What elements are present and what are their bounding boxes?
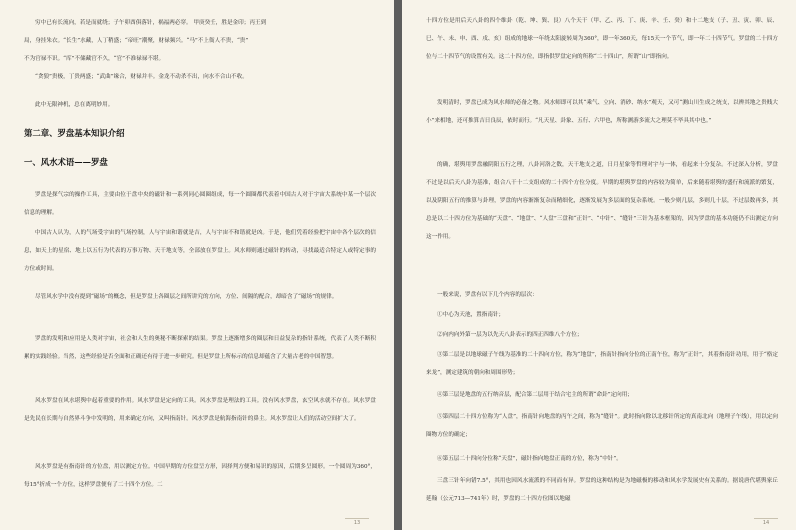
text-line: “贪狼”贵极，丁贵两盛；“武曲”缘合，财禄并丰。金龙不动杀不出，向水不合山不收。 xyxy=(35,74,248,80)
paragraph: 的确，堪舆用罗盘融阴阳五行之理，八卦河洛之数，天干地支之道，日月星象等哲理对宇与一体，看起来十分复杂。不过深入分析，罗盘不过是以后天八卦为基准，组合八干十二支组成的二十四个方位分度。早期的堪舆罗盘的内容较为简单，后来随着堪舆的盛行和流派的繁复，以及阴阳五行的推算与卦理，罗盘的内容渐渐复杂而精细化，逐渐发展为多层面的复杂系统。一般少则几层，多则几十层，不过层数再多，其总是以二十四方位为基础的“天盘”、“地盘”、“人盘”三盘和“正针”、“中针”、“缝针”三针为基本框架的，因为罗盘的基本功能仍不出测定方向这一作用。 xyxy=(426,162,778,240)
page-left xyxy=(0,0,394,530)
chapter-title: 第二章、罗盘基本知识介绍 xyxy=(24,128,125,138)
paragraph: 一般来说，罗盘有以下几个内容的层次： xyxy=(437,292,538,298)
page-number: 13 xyxy=(345,518,369,528)
list-item: ①中心为天池，置指南针； xyxy=(437,312,505,318)
paragraph: 罗盘的发明和应用是人类对宇宙，社会和人生的奥秘不断探索的结果。罗盘上逐渐增多的圈层和日益复杂的指针系统，代表了人类不断积累的实践经验。当然，这些经验是否全面和正确还有待于进一步研究。但是罗盘上所标示的信息却蕴含了大量古老的中国智慧。 xyxy=(24,336,376,360)
list-item: ⑥第五层二十四向分位称“天盘”，磁针指向地盘正南的方位，称为“中针”。 xyxy=(437,456,622,462)
list-item: ③第二层是以地球磁子午线为基准的二十四向方位，称为“地盘”，指南针指向分位的正南午位，称为“正针”，其着指南针功用，用于“格定来龙”，测定建筑的朝向和周围形势； xyxy=(426,352,778,376)
text-line: 局，身挂朱衣。“长生”水藏，人丁稍盛；“帝旺”潮聚，财禄频兴。“马”不上衙人不贵，“贵” xyxy=(24,38,249,44)
paragraph: 十四方位是用后天八卦的四个维卦（乾、坤、巽、艮）八个天干（甲、乙、丙、丁、庚、辛、壬、癸）和十二地支（子、丑、寅、卯、辰、巳、午、未、申、酉、戌、亥）组成的地球一年绕太阳旋转周为360°，即一年360天，每15天一个节气，即一年二十四节气。罗盘的二十四方位与二十四节气的设置有关。这二十四方位，即指供罗盘定向的所称“二十四山”，所谓“山”即指向。 xyxy=(426,18,778,60)
paragraph: 三盘三针年向错7.5°，其用也因风水流派的不同而有异。罗盘的这种结构是为地磁极的移动和风水学发展史有关系的。据说唐代堪舆家丘延翰（公元713—741年）时，罗盘的二十四方位图以地磁 xyxy=(426,478,778,502)
list-item: ②向内向外第一层为以先天八卦表示的四正四维八个方位； xyxy=(437,332,583,338)
paragraph: 中国古人认为，人的气场受宇宙的气场控制，人与宇宙和谐就是吉，人与宇宙不和谐就是凶。于是，他们凭着经验把宇宙中各个层次的信息，如天上的星宿、地上以五行为代表的万事万物、天干地支等，全部放在罗盘上。风水师则通过磁针的转动，寻找最适合特定人或特定事的方位或时间。 xyxy=(24,230,376,272)
paragraph: 风水罗盘是有指南针的方位盘，用以测定方位。中国早期的方位盘呈方形，因择判方便和易识的原因，后期多呈圆形。一个圆周为360°，每15°折成一个方位，这样罗盘便有了二十四个方位。二 xyxy=(24,464,376,488)
paragraph: 发明清时，罗盘已成为风水师的必备之物。风水师即可以其“乘气、立向、消砂、纳水”观天，又可“测山川生成之统支，以辨其地之贵贱大小”来相地，还可推算吉日良辰，依时而行。“凡天星、卦象、五行、六甲也，所称测游多流大之理莫不毕具其中也。” xyxy=(426,100,778,124)
list-item: ⑤第四层二十四方位称为“人盘”，指南针向地盘的丙午之间，称为“缝针”。此时指向除以北移针所定的真南北向（地理子午线），用以定向圈物方位的确定； xyxy=(426,414,778,438)
book-gutter xyxy=(394,0,402,530)
list-item: ④第三层是地盘的五行纳音层，配合第二层用于结合宅主的所谓“命卦”定向用； xyxy=(437,392,633,398)
page-number: 14 xyxy=(754,518,778,528)
paragraph: 风水罗盘在风水堪舆中起着重要的作用。风水罗盘是定向的工具。风水罗盘是理法的工具。没有风水罗盘，玄空风水就不存在。风水罗盘是先民在长期与自然界斗争中发明的，用来确定方向，又叫指南针。风水罗盘是航海指南针的鼻主。风水罗盘让人们的活动空间扩大了。 xyxy=(24,398,376,422)
page-right xyxy=(402,0,796,530)
paragraph: 罗盘是探气宗的操作工具，主要由位于盘中央的磁针和一系列同心圆圈组成，每一个圆圈都代表着中国古人对于宇宙大系统中某一个层次信息的理解。 xyxy=(24,192,376,216)
paragraph: 尽管风水学中没有提到“磁场”的概念，但是罗盘上各圈层之间所讲究的方向，方位、间隔的配合，却暗含了“磁场”的规律。 xyxy=(35,294,338,300)
text-line: 穷中已有长流向，若是而就绕；子午卯酉俱落针，祸福两必穿。 甲庚癸壬，胜是金印；丙王到 xyxy=(35,20,267,26)
text-line: 此中无限神机，总在离明妙用。 xyxy=(35,102,114,108)
text-line: 不为官禄不识。“库”不储藏官不久，“官”不准禄禄不堪。 xyxy=(24,56,165,62)
section-title: 一、风水术语——罗盘 xyxy=(24,157,108,167)
